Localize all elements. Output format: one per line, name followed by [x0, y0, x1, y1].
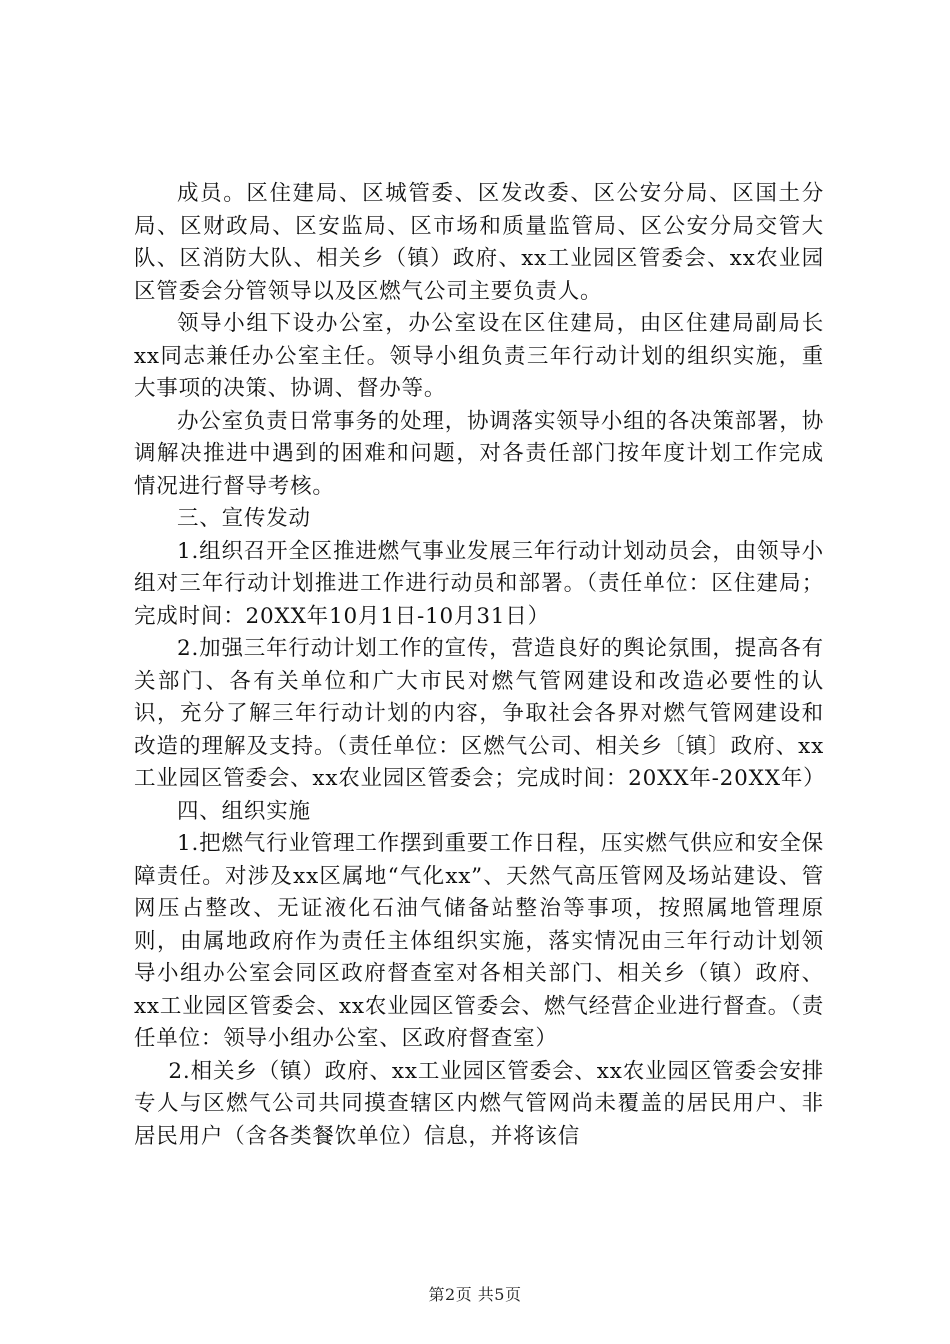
- paragraph-publicity-item-1: 1.组织召开全区推进燃气事业发展三年行动计划动员会，由领导小组对三年行动计划推进工作进行动员和部署。（责任单位：区住建局；完成时间：20XX年10月1日-10月31日）: [134, 538, 824, 629]
- section-heading-implementation: 四、组织实施: [177, 798, 311, 824]
- paragraph-implementation-item-1: 1.把燃气行业管理工作摆到重要工作日程，压实燃气供应和安全保障责任。对涉及xx区属地“气化xx”、天然气高压管网及场站建设、管网压占整改、无证液化石油气储备站整治等事项，按照属地管理原则，由属地政府作为责任主体组织实施，落实情况由三年行动计划领导小组办公室会同区政府督查室对各相关部门、相关乡（镇）政府、xx工业园区管委会、xx农业园区管委会、燃气经营企业进行督查。（责任单位：领导小组办公室、区政府督查室）: [134, 831, 824, 1051]
- paragraph-office-duties: 办公室负责日常事务的处理，协调落实领导小组的各决策部署，协调解决推进中遇到的困难和问题，对各责任部门按年度计划工作完成情况进行督导考核。: [134, 408, 824, 499]
- paragraph-leading-office: 领导小组下设办公室，办公室设在区住建局，由区住建局副局长xx同志兼任办公室主任。领导小组负责三年行动计划的组织实施，重大事项的决策、协调、督办等。: [134, 311, 824, 401]
- paragraph-publicity-item-2: 2.加强三年行动计划工作的宣传，营造良好的舆论氛围，提高各有关部门、各有关单位和广大市民对燃气管网建设和改造必要性的认识，充分了解三年行动计划的内容，争取社会各界对燃气管网建设和改造的理解及支持。（责任单位：区燃气公司、相关乡〔镇〕政府、xx工业园区管委会、xx农业园区管委会；完成时间：20XX年-20XX年）: [134, 636, 826, 791]
- page-footer: 第2页 共5页: [428, 1285, 522, 1304]
- paragraph-members: 成员。区住建局、区城管委、区发改委、区公安分局、区国土分局、区财政局、区安监局、区市场和质量监管局、区公安分局交管大队、区消防大队、相关乡（镇）政府、xx工业园区管委会、xx农业园区管委会分管领导以及区燃气公司主要负责人。: [134, 181, 824, 304]
- document-body: [134, 178, 824, 1153]
- section-heading-publicity: 三、宣传发动: [177, 506, 311, 531]
- paragraph-implementation-item-2: 2.相关乡（镇）政府、xx工业园区管委会、xx农业园区管委会安排专人与区燃气公司共同摸查辖区内燃气管网尚未覆盖的居民用户、非居民用户（含各类餐饮单位）信息，并将该信: [134, 1058, 824, 1149]
